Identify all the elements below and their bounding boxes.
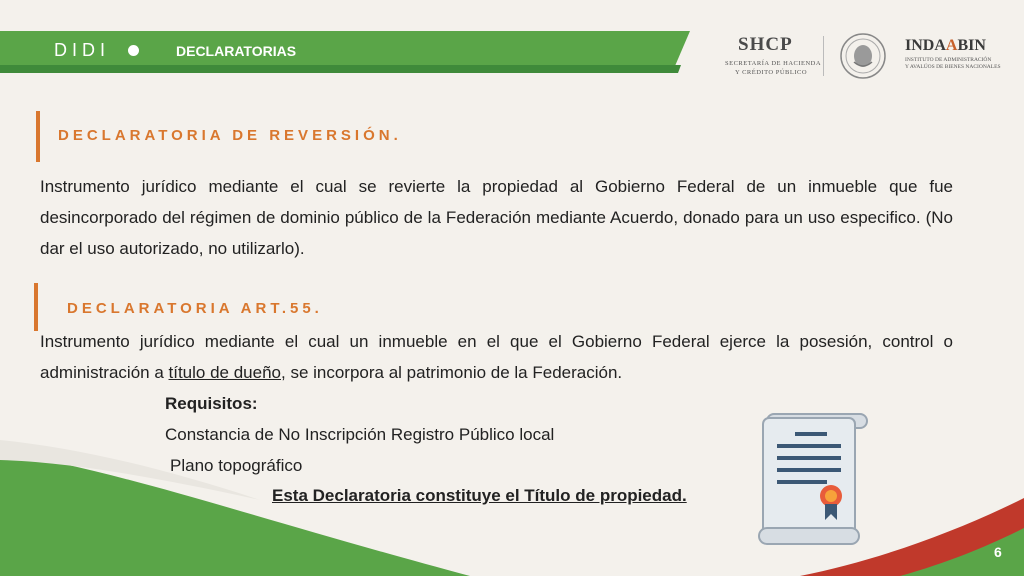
art55-description: Instrumento jurídico mediante el cual un inmueble en el que el Gobierno Federal ejerce la posesión, control o administración a título de dueño, se incorpora al patrimonio de la Federación. (40, 332, 953, 382)
bullet-dot (128, 45, 139, 56)
accent-bar (36, 111, 40, 162)
reversion-heading: DECLARATORIA DE REVERSIÓN. (58, 127, 402, 144)
brand-label: DIDI (54, 40, 110, 60)
section-title: DECLARATORIAS (176, 43, 297, 59)
art55-heading: DECLARATORIA ART.55. (67, 300, 323, 317)
reversion-description: Instrumento jurídico mediante el cual se revierte la propiedad al Gobierno Federal de un inmueble que fue desincorporado del régimen de dominio público de la Federación mediante Acuerdo, donado para un uso especifico. (No dar el uso autorizado, no utilizarlo). (40, 177, 953, 258)
titulo-de-dueno-link: título de dueño (168, 363, 281, 382)
shcp-logo-subtitle-2: Y CRÉDITO PÚBLICO (735, 69, 808, 76)
requisitos-label: Requisitos: (165, 394, 258, 413)
indaabin-logo-subtitle-1: INSTITUTO DE ADMINISTRACIÓN (905, 57, 992, 63)
accent-bar (34, 283, 38, 331)
shcp-logo-subtitle-1: SECRETARÍA DE HACIENDA (725, 60, 822, 67)
conclusion-text: Esta Declaratoria constituye el Título de propiedad. (272, 486, 687, 505)
requisito-item: Plano topográfico (170, 456, 303, 475)
indaabin-logo-subtitle-2: Y AVALÚOS DE BIENES NACIONALES (905, 64, 1001, 70)
certificate-scroll-icon (755, 408, 873, 548)
indaabin-logo-title: INDAABIN (905, 37, 986, 54)
page-number: 6 (994, 544, 1002, 560)
logo-divider (823, 36, 824, 76)
national-seal-icon (838, 32, 888, 80)
requisito-item: Constancia de No Inscripción Registro Público local (165, 425, 555, 444)
shcp-logo-title: SHCP (738, 34, 793, 55)
